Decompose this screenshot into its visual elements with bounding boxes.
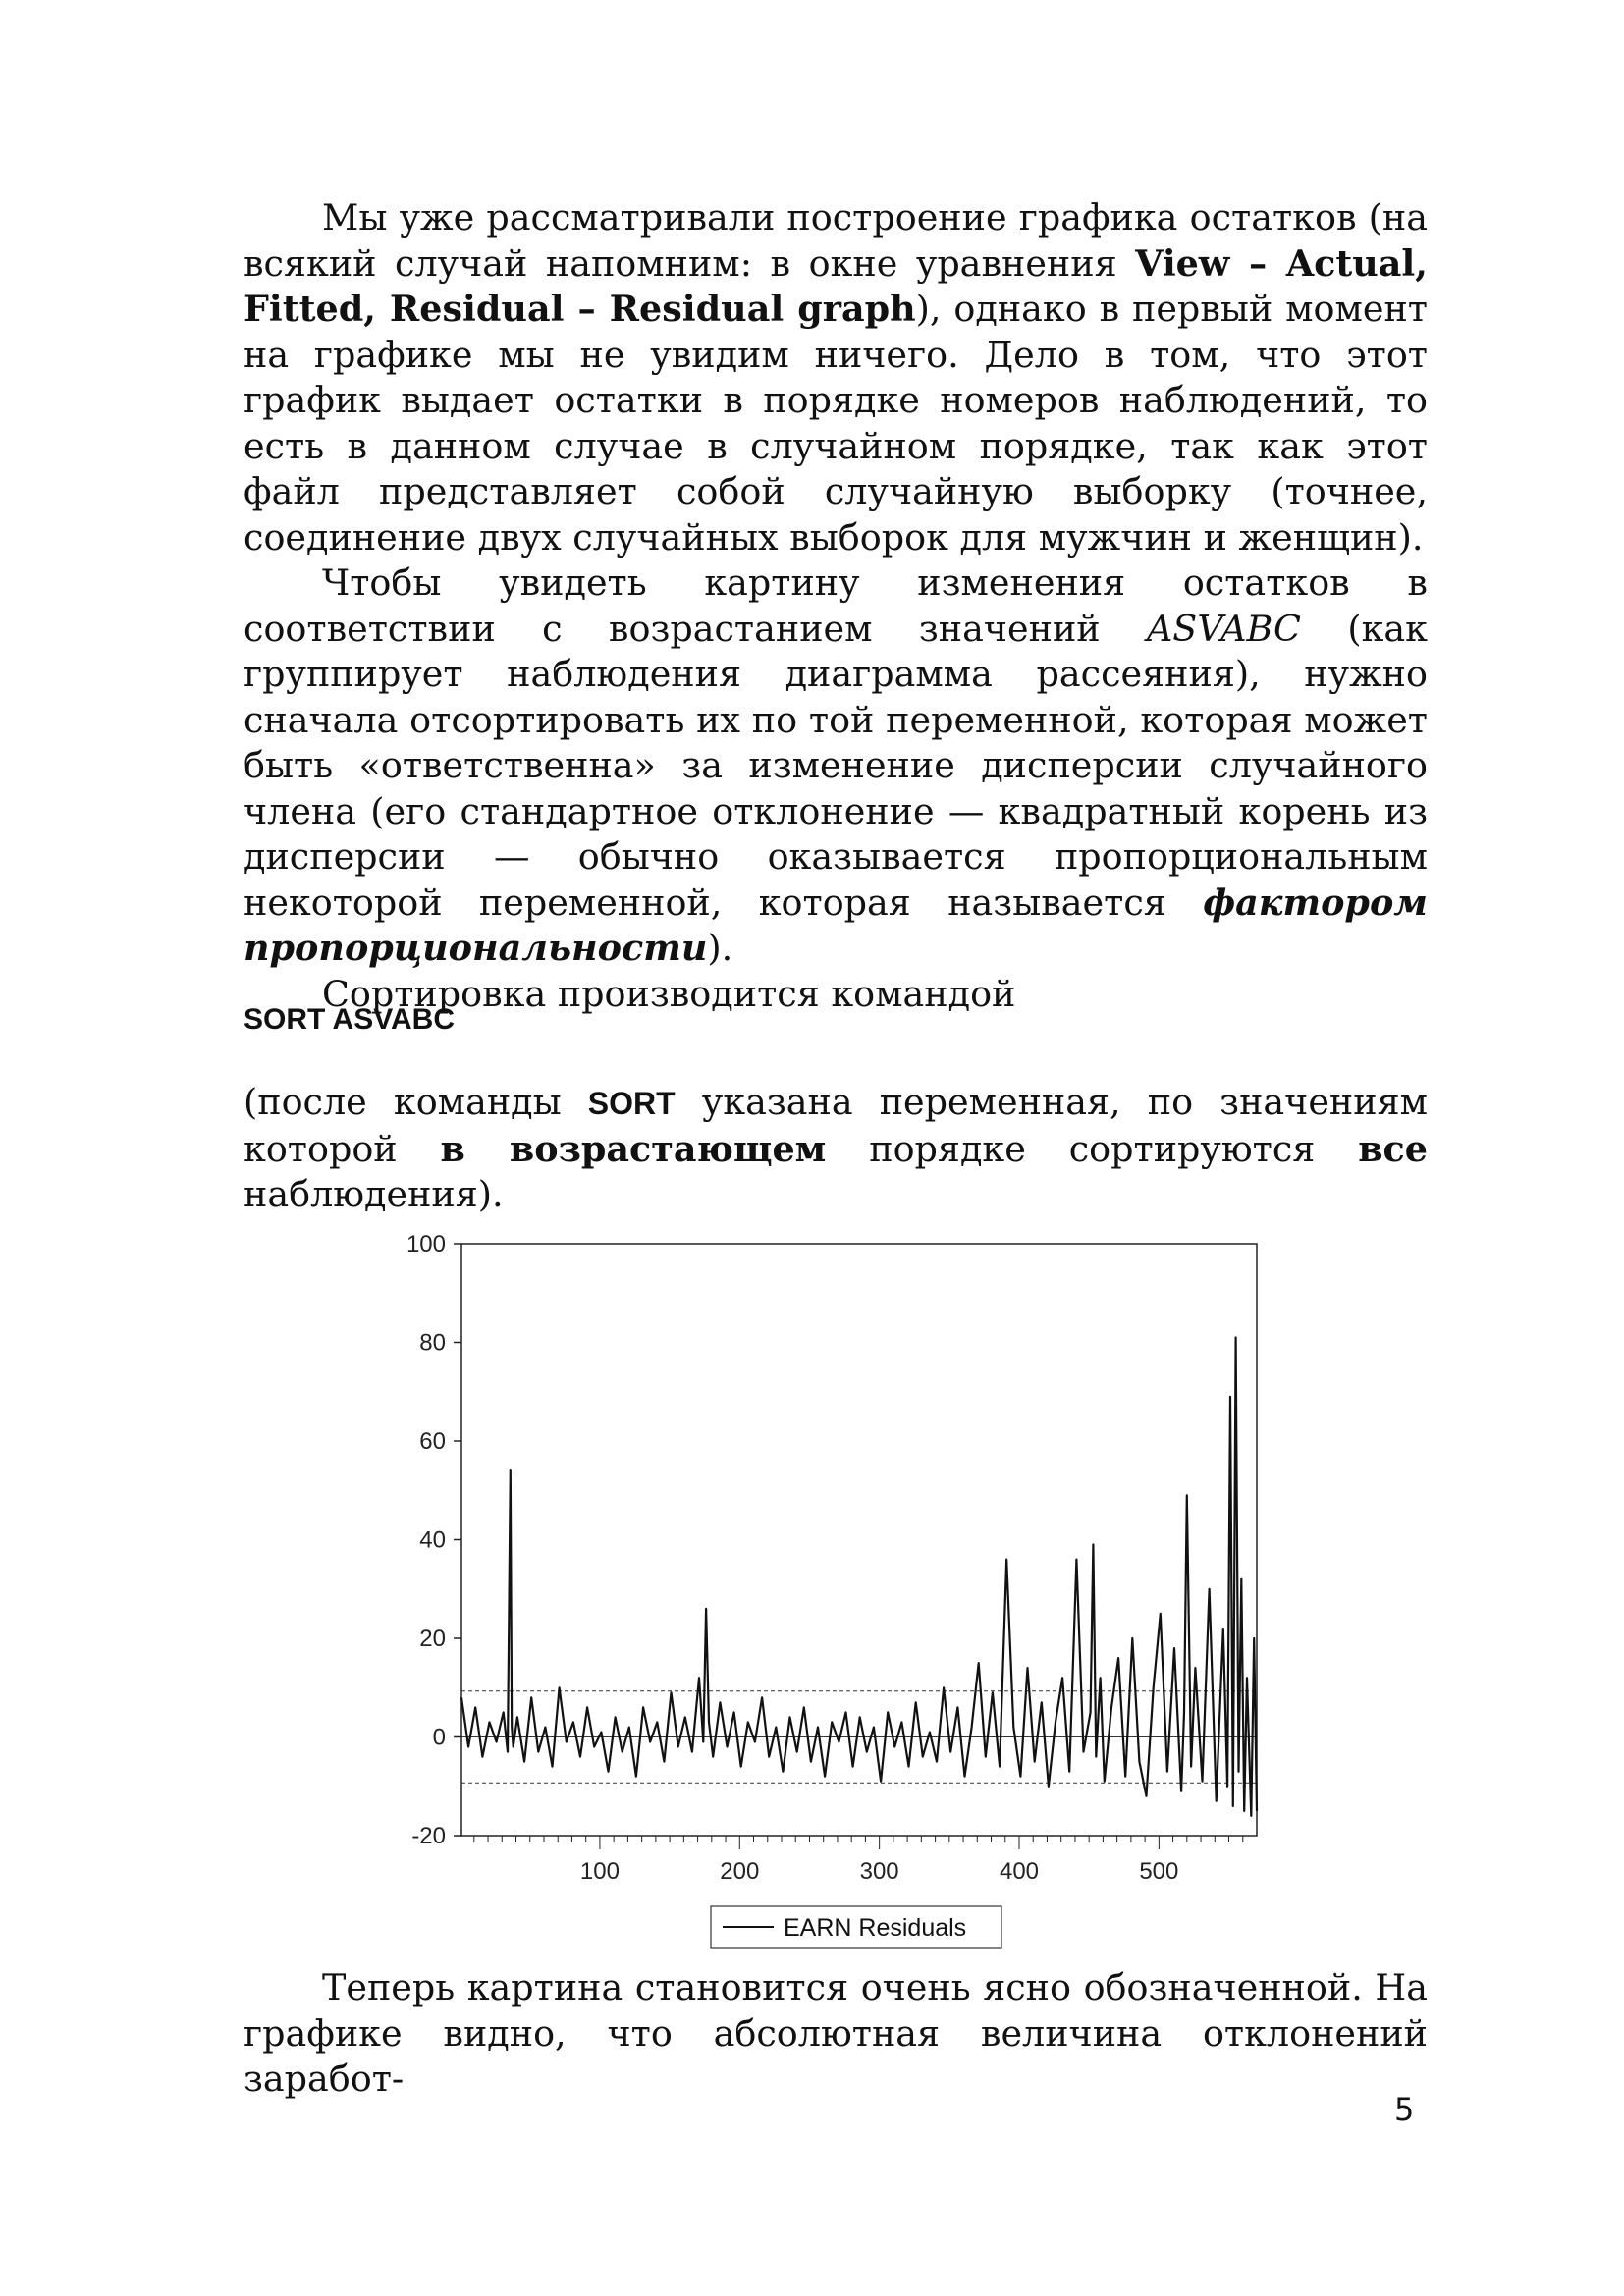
y-tick-label-20: 20 <box>419 1626 446 1652</box>
y-tick-label-80: 80 <box>419 1329 446 1357</box>
term-proportionality-factor: фактором пропорциональности <box>244 881 1428 969</box>
keyword-sort: SORT <box>587 1086 676 1121</box>
y-tick-label-40: 40 <box>419 1526 446 1554</box>
y-tick-label-60: 60 <box>419 1428 446 1455</box>
paragraph-conclusion: Теперь картина становится очень ясно обозначенной. На графике видно, что абсолютная величина отклонений заработ- <box>244 1966 1428 2100</box>
y-tick-label-100: 100 <box>406 1231 446 1257</box>
x-tick-label-200: 200 <box>720 1858 760 1885</box>
menu-path: View – Actual, Fitted, Residual – Residual graph <box>244 241 1429 330</box>
x-tick-label-500: 500 <box>1139 1858 1179 1885</box>
page-number: 5 <box>1394 2091 1415 2128</box>
variable-asvabc: ASVABC <box>1146 607 1301 650</box>
residual-chart <box>373 1207 1276 1953</box>
x-tick-label-100: 100 <box>579 1858 620 1885</box>
y-tick-label--20: -20 <box>411 1823 446 1849</box>
residual-chart-svg <box>373 1207 1276 1953</box>
y-tick-label-0: 0 <box>432 1724 446 1751</box>
paragraph-residual-graph: Мы уже рассматривали построение графика остатков (на всякий случай напомним: в окне уравнения View – Actual, Fitted, Residual – Residual graph), однако в первый момент на графике мы не увидим ничего. Дело в том, что этот график выдает остатки в порядке номеров наблюдений, то есть в данном случае в случайном порядке, так как этот файл представляет собой случайную выборку (точнее, соединение двух случайных выборок для мужчин и женщин). Чтобы увидеть картину изменения остатков в соответствии с возрастанием значений ASVABC (как группирует наблюдения диаграмма рассеяния), нужно сначала отсортировать их по той переменной, которая может быть «ответственна» за изменение дисперсии случайного члена (его стандартное отклонение — квадратный корень из дисперсии — обычно оказывается пропорциональным некоторой переменной, которая называется фактором пропорциональности). Сортировка производится командой <box>244 195 1428 1017</box>
legend-label: EARN Residuals <box>784 1914 967 1942</box>
series-line-earn-residuals <box>461 1338 1257 1816</box>
x-tick-label-300: 300 <box>859 1858 899 1885</box>
paragraph-sort-intro: Сортировка производится командой <box>322 972 1016 1015</box>
x-tick-label-400: 400 <box>999 1858 1040 1885</box>
command-sort: SORT ASVABC <box>244 1003 456 1036</box>
paragraph-sort-explanation: (после команды SORT указана переменная, по значениям которой в возрастающем порядке сортируются все наблюдения). <box>244 1081 1428 1215</box>
